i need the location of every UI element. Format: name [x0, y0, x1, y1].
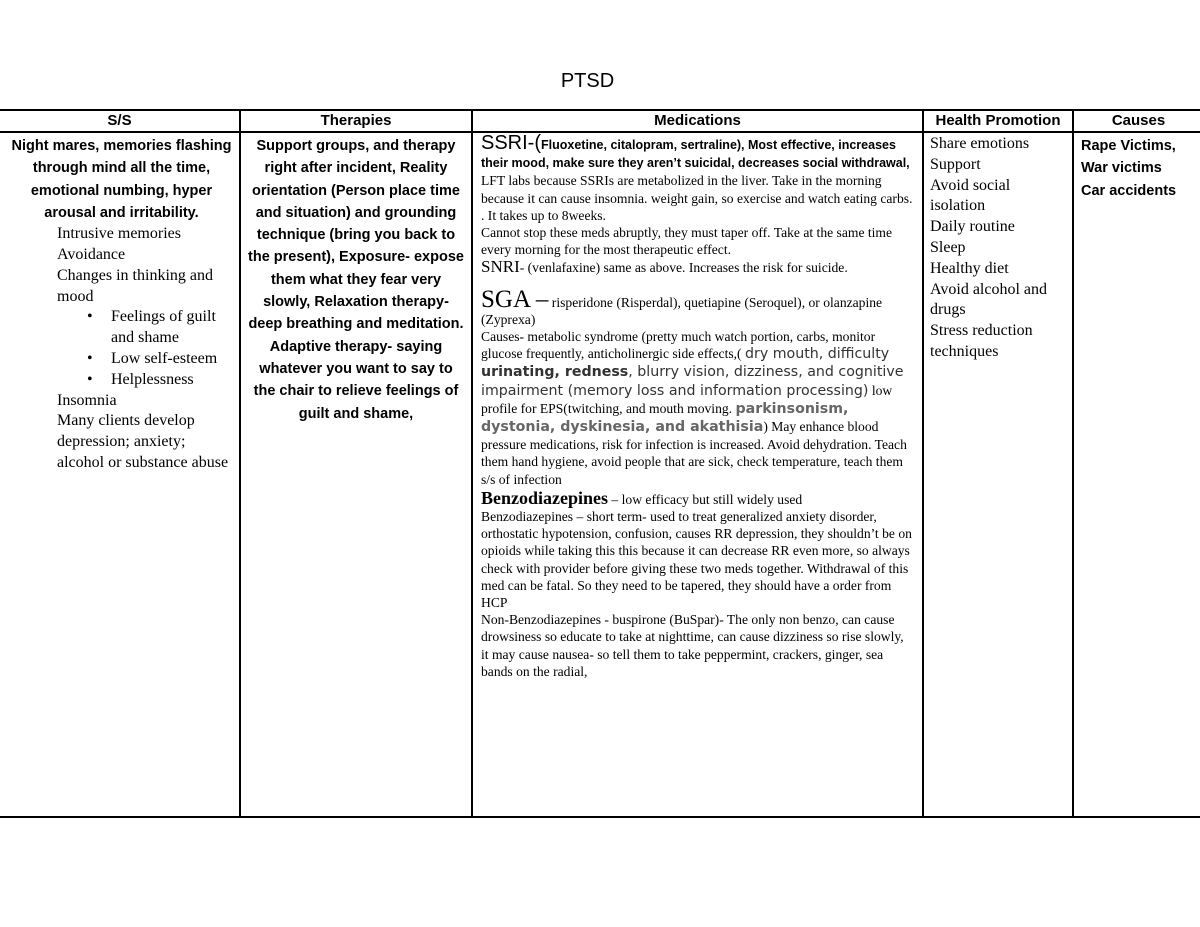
ssri-bold-text: Most effective, increases their mood, make sure they aren’t suicidal, decreases social withdrawal, — [481, 138, 910, 171]
ss-item-insomnia: Insomnia — [57, 391, 117, 409]
medications-content — [473, 133, 922, 680]
header-therapies: Therapies — [240, 110, 472, 132]
health-item: Stress reduction techniques — [930, 322, 1033, 360]
sga-after: ) May enhance blood pressure medications, risk for infection is increased. Avoid dehydration. Teach them hand hygiene, avoid people that are sick, check temperature, teach them s/s of infection — [481, 419, 907, 487]
benzo-heading — [481, 487, 914, 508]
sga-causes: Causes- metabolic syndrome (pretty much watch portion, carbs, monitor glucose frequently, anticholinergic side effects,( — [481, 329, 876, 362]
health-item: Avoid alcohol and drugs — [930, 280, 1048, 319]
cause-item: Car accidents — [1081, 182, 1177, 199]
ss-lead-text: Night mares, memories flashing through mind all the time, emotional numbing, hyper arousal and irritability. — [11, 138, 232, 221]
benzo-text: Benzodiazepines – short term- used to treat generalized anxiety disorder, orthostatic hypotension, confusion, causes RR depression, they shouldn’t be on opioids while taking this this because it can decrease RR even more, so always check with provider before giving these two meds together. Withdrawal of this med can be fatal. So they need to be tapered, they should have a order from HCP — [481, 509, 912, 611]
ss-sub-list — [57, 307, 235, 390]
ss-list — [0, 224, 239, 474]
header-health-promotion: Health Promotion — [923, 110, 1073, 132]
ss-item-changes: Changes in thinking and mood — [57, 266, 213, 305]
health-item: Avoid social isolation — [930, 176, 1011, 215]
header-row — [0, 110, 1200, 132]
health-item: Sleep — [930, 238, 966, 256]
sga-anticholinergic-1: dry mouth, difficulty — [744, 346, 890, 363]
health-item: Share emotions — [930, 135, 1030, 152]
health-item: Support — [930, 155, 981, 173]
ssri-drugs: Fluoxetine, citalopram, sertraline), — [541, 138, 745, 152]
benzo-subtitle: – low efficacy but still widely used — [611, 491, 803, 507]
nonbenzo-text: Non-Benzodiazepines - buspirone (BuSpar)- The only non benzo, can cause drowsiness so educate to take at nighttime, can cause dizziness so rise slowly, it may cause nausea- so tell them to take peppermint, crackers, ginger, sea bands on the radial, — [481, 612, 904, 679]
sga-eps: low profile for EPS(twitching, and mouth moving. — [481, 382, 893, 416]
sga-drugs: risperidone (Risperdal), quetiapine (Seroquel), or olanzapine (Zyprexa) — [481, 294, 883, 327]
ss-sub-item: • Feelings of guilt and shame — [111, 307, 235, 349]
sga-paragraph — [481, 285, 914, 328]
snri-paragraph — [481, 258, 914, 276]
header-causes: Causes — [1073, 110, 1200, 132]
content-row — [0, 132, 1200, 817]
cause-item: War victims — [1081, 160, 1162, 177]
therapies-cell — [240, 132, 472, 817]
page-title: PTSD — [560, 70, 615, 92]
sga-anticholinergic-bold: urinating, redness — [481, 364, 629, 381]
ss-item-depression: Many clients develop depression; anxiety; alcohol or substance abuse — [57, 412, 229, 471]
ss-sub-item: • Helplessness — [111, 370, 235, 391]
ssri-paragraph — [481, 132, 914, 224]
health-promotion-cell — [923, 132, 1073, 817]
sga-anticholinergic-2: , blurry vision, dizziness, and cognitive impairment (memory loss and information processing) — [481, 364, 904, 399]
health-item: Daily routine — [930, 218, 1015, 236]
medications-cell — [472, 132, 923, 817]
ss-item-avoidance: Avoidance — [57, 245, 126, 263]
snri-text: - (venlafaxine) same as above. Increases the risk for suicide. — [519, 260, 848, 276]
ss-sub-item: • Low self-esteem — [111, 349, 235, 370]
snri-label: SNRI — [481, 257, 520, 277]
sga-eps-list: parkinsonism, dystonia, dyskinesia, and akathisia — [481, 400, 849, 436]
ss-cell — [0, 132, 240, 817]
benzo-label: Benzodiazepines — [481, 487, 609, 508]
ssri-taper-text: Cannot stop these meds abruptly, they must taper off. Take at the same time every morning for the most therapeutic effect. — [481, 225, 893, 258]
causes-list — [1074, 133, 1200, 202]
header-medications: Medications — [472, 110, 923, 132]
ss-item-intrusive: Intrusive memories — [57, 225, 181, 243]
sga-details — [481, 328, 914, 488]
health-promotion-list — [924, 133, 1072, 363]
ssri-label: SSRI-( — [481, 132, 541, 154]
health-item: Healthy diet — [930, 259, 1009, 277]
ptsd-table — [0, 109, 1200, 818]
cause-item: Rape Victims, — [1081, 138, 1176, 154]
ssri-text: LFT labs because SSRIs are metabolized in the liver. Take in the morning because it can cause insomnia. weight gain, so exercise and watch eating carbs. . It takes up to 8weeks. — [481, 173, 913, 223]
sga-label: SGA – — [481, 285, 549, 313]
header-ss: S/S — [0, 110, 240, 132]
therapies-text: Support groups, and therapy right after incident, Reality orientation (Person place time and situation) and grounding technique (bring you back to the present), Exposure- expose them what they fear very slowly, Relaxation therapy- deep breathing and meditation. Adaptive therapy- saying whatever you want to say to the chair to relieve feelings of guilt and shame, — [248, 138, 464, 422]
causes-cell — [1073, 132, 1200, 817]
